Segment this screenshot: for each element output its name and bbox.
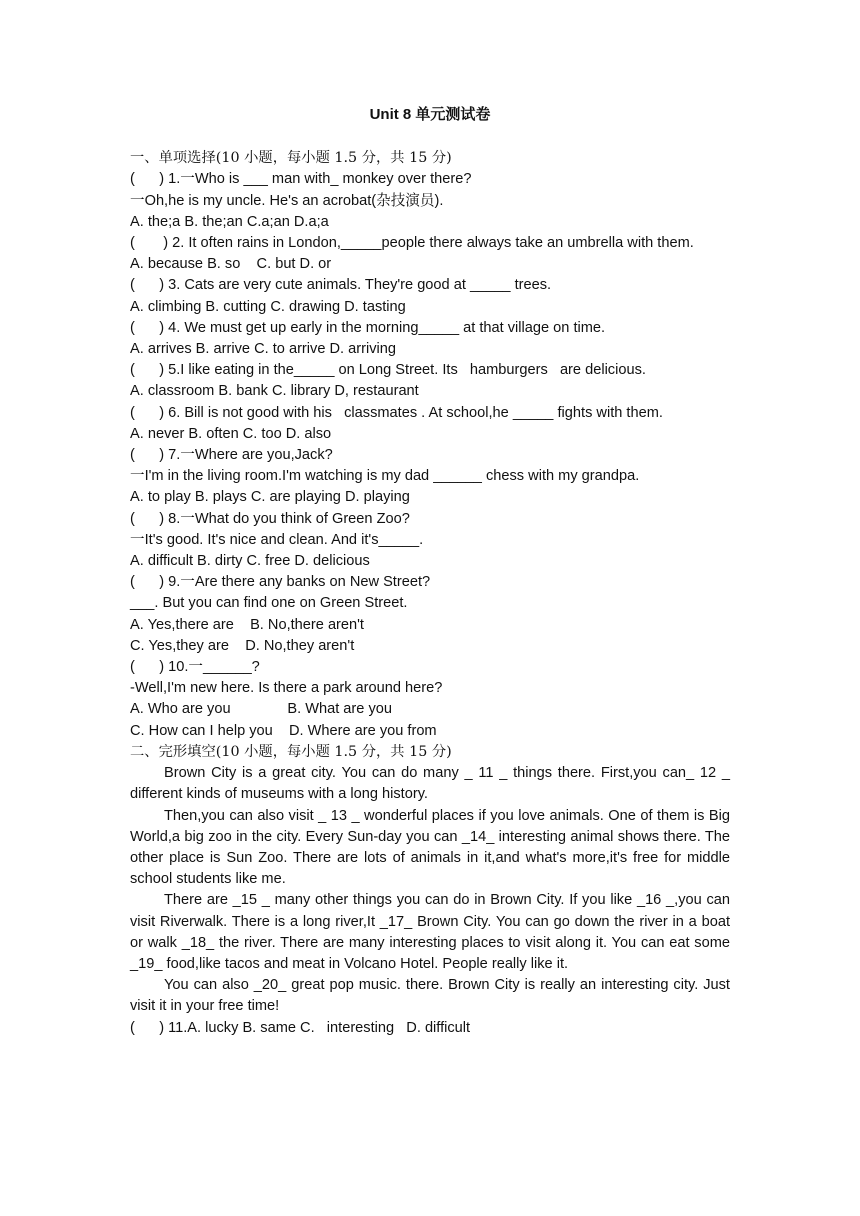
question-line: A. because B. so C. but D. or	[130, 256, 332, 273]
section-heading-cloze: 二、完形填空(10 小题，每小题 1.5 分，共 15 分)	[130, 743, 452, 760]
cloze-passage	[130, 763, 730, 1017]
question-line: ( ) 3. Cats are very cute animals. They're good at _____ trees.	[130, 277, 552, 294]
question-line: A. climbing B. cutting C. drawing D. tasting	[130, 298, 406, 315]
question-line: 一I'm in the living room.I'm watching is my dad ______ chess with my grandpa.	[130, 468, 640, 485]
document-page	[130, 104, 730, 1039]
question-line: A. to play B. plays C. are playing D. playing	[130, 489, 410, 506]
question-line: ( ) 8.一What do you think of Green Zoo?	[130, 510, 410, 527]
question-line: ( ) 7.一Where are you,Jack?	[130, 447, 333, 464]
question-line: -Well,I'm new here. Is there a park around here?	[130, 680, 443, 697]
passage-paragraph: There are _15 _ many other things you can do in Brown City. If you like _16 _,you can visit Riverwalk. There is a long river,It _17_ Brown City. You can go down the river in a boat or walk _18_ the river. There are many interesting places to visit along it. You can eat some _19_ food,like tacos and meat in Volcano Hotel. People really like it.	[130, 892, 730, 972]
question-line: ( ) 9.一Are there any banks on New Street?	[130, 574, 431, 591]
single-choice-questions	[130, 169, 730, 741]
question-line: A. Who are you B. What are you	[130, 701, 392, 718]
passage-paragraph: Then,you can also visit _ 13 _ wonderful places if you love animals. One of them is Big World,a big zoo in the city. Every Sun-day you can _14_ interesting animal shows there. The other place is Sun Zoo. There are lots of animals in it,and what's more,it's free for middle school students like me.	[130, 807, 730, 888]
passage-paragraph: Brown City is a great city. You can do many _ 11 _ things there. First,you can_ 12 _ different kinds of museums with a long history.	[130, 765, 730, 803]
question-line: C. Yes,they are D. No,they aren't	[130, 637, 355, 654]
question-line: A. never B. often C. too D. also	[130, 425, 332, 442]
question-line: A. difficult B. dirty C. free D. delicious	[130, 553, 370, 570]
question-line: A. Yes,there are B. No,there aren't	[130, 616, 364, 633]
question-line: ___. But you can find one on Green Street.	[130, 595, 408, 612]
passage-paragraph: You can also _20_ great pop music. there. Brown City is really an interesting city. Just visit it in your free time!	[130, 977, 730, 1015]
question-line: ( ) 4. We must get up early in the morning_____ at that village on time.	[130, 319, 606, 336]
question-line: ( ) 5.I like eating in the_____ on Long Street. Its hamburgers are delicious.	[130, 362, 646, 379]
question-line: ( ) 10.一______?	[130, 659, 260, 676]
question-line: ( ) 2. It often rains in London,_____people there always take an umbrella with them.	[130, 235, 694, 252]
question-line: A. the;a B. the;an C.a;an D.a;a	[130, 213, 329, 230]
question-line: ( ) 1.一Who is ___ man with_ monkey over there?	[130, 171, 472, 188]
question-line: 一It's good. It's nice and clean. And it's_____.	[130, 531, 424, 548]
question-line: A. arrives B. arrive C. to arrive D. arriving	[130, 341, 396, 358]
section-heading-single-choice: 一、单项选择(10 小题，每小题 1.5 分，共 15 分)	[130, 150, 452, 167]
question-line: 一Oh,he is my uncle. He's an acrobat(杂技演员).	[130, 192, 444, 209]
question-line: ( ) 6. Bill is not good with his classmates . At school,he _____ fights with them.	[130, 404, 663, 421]
question-line: ( ) 11.A. lucky B. same C. interesting D. difficult	[130, 1019, 471, 1036]
question-line: A. classroom B. bank C. library D, restaurant	[130, 383, 419, 400]
question-line: C. How can I help you D. Where are you from	[130, 722, 437, 739]
page-title: Unit 8 单元测试卷	[369, 106, 491, 123]
